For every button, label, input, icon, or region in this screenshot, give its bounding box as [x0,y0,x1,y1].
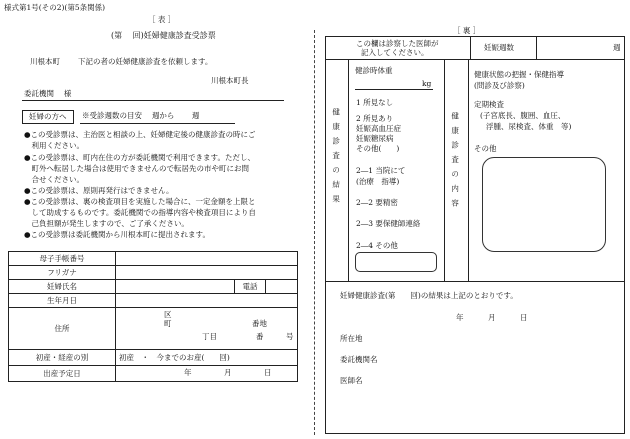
parity-value[interactable]: 初産 ・ 今までのお産( 回) [116,350,298,366]
note-line: ●この受診票は、裏の検査項目を実施した場合に、一定金額を上限と [24,197,256,206]
parity-label: 初産・経産の別 [9,350,116,366]
result-bottom-line [325,281,625,282]
table-row [9,350,298,366]
recipient-underline [22,100,284,101]
addr-banchi: 番地 [252,319,267,328]
registration-table [8,251,298,382]
week-guide: ※受診週数の目安 週から 週 [82,111,200,120]
result-2-1[interactable]: 2―1 当院にて [356,166,406,175]
mayor-label: 川根本町長 [211,76,249,85]
weeks-divider-2 [536,36,537,59]
result-2-4[interactable]: 2―4 その他 [356,241,398,250]
due-year: 年 [184,368,192,377]
other-content-bracket[interactable] [482,157,606,252]
result-vertical-label: 健康診査の結果 [331,108,341,210]
dob-field[interactable] [116,294,298,308]
weeks-unit: 週 [613,43,621,52]
content-other: その他 [474,144,497,153]
due-month: 月 [224,368,232,377]
weight-label: 健診時体重 [355,66,393,75]
weight-unit: kg [422,79,432,88]
request-text: 下記の者の妊婦健康診査を依頼します。 [78,57,213,66]
pregnant-label-box [22,110,74,124]
result-none[interactable]: 1 所見なし [356,98,394,107]
weeks-label: 妊娠週数 [484,43,514,52]
result-2-2[interactable]: 2―2 要精密 [356,198,398,207]
recipient-label: 委託機関 様 [24,89,72,98]
table-row [9,266,298,280]
note-line: ●この受診票は、町内在住の方が委託機関で利用できます。ただし、 [24,153,255,162]
booklet-no-label: 母子手帳番号 [9,252,116,266]
confirm-month: 月 [488,313,496,322]
phone-field[interactable] [266,280,298,294]
content-regular-a: (子宮底長、腹囲、血圧、 [480,111,566,120]
note-line: 合せください。 [24,175,84,184]
addr-machi: 町 [164,319,172,328]
header-bottom-line [325,59,625,60]
phone-label: 電話 [235,280,266,294]
note-line: 己負担額が発生しますので、ご了承ください。 [24,219,189,228]
addr-ban: 番 [256,332,264,341]
table-row [9,280,298,294]
form-title: (第 回)妊婦健康診査受診票 [111,31,216,40]
table-row [9,252,298,266]
content-regular: 定期検査 [474,100,504,109]
content-regular-b: 浮腫、尿検査、体重 等) [486,122,572,131]
result-findings[interactable]: 2 所見あり [356,114,394,123]
town-name: 川根本町 [30,57,60,66]
addr-ku: 区 [164,310,172,319]
due-day: 日 [264,368,272,377]
doctor-name-label: 医師名 [340,376,363,385]
addr-chome: 丁目 [202,332,217,341]
weight-underline[interactable] [355,89,433,90]
note-line: して助成するものです。委託機関での指導内容や検査項目により自 [24,208,256,217]
note-line: 町外へ転居した場合は使用できませんので転居先の市や町にお問 [24,164,249,173]
other-result-bracket[interactable] [355,252,437,272]
form-number: 様式第1号(その2)(第5条関係) [4,3,106,12]
center-column-line [444,59,445,281]
guide-underline [80,123,235,124]
weeks-divider [470,36,471,59]
name-field[interactable] [116,280,235,294]
furigana-field[interactable] [116,266,298,280]
fold-line [314,30,315,435]
content-health: 健康状態の把握・保健指導 [474,70,564,79]
confirm-year: 年 [456,313,464,322]
note-line: ●この受診票は委託機関から川根本町に提出されます。 [24,230,210,239]
content-health-detail: (問診及び診察) [474,81,525,90]
back-side-label: ［ 裏 ］ [453,26,481,35]
front-side-label: ［ 表 ］ [148,15,176,24]
org-name-label: 委託機関名 [340,355,378,364]
note-line: ●この受診票は、主治医と相談の上、妊婦健定後の健康診査の時にご [24,130,256,139]
address-field[interactable] [116,308,298,350]
confirm-day: 日 [520,313,528,322]
table-row [9,308,298,350]
due-date-field[interactable] [116,366,298,382]
result-hypertension[interactable]: 妊娠高血圧症 [356,124,401,133]
confirmation-text: 妊婦健康診査(第 回)の結果は上記のとおりです。 [340,291,518,300]
content-column-line [468,59,469,281]
pregnant-label: 妊婦の方へ [29,112,67,121]
result-2-3[interactable]: 2―3 要保健師連絡 [356,219,421,228]
note-line: ●この受診票は、原則再発行はできません。 [24,186,174,195]
address-label: 住所 [9,308,116,350]
booklet-no-field[interactable] [116,252,298,266]
table-row [9,366,298,382]
doctor-note-2: 記入してください。 [361,48,429,57]
result-diabetes[interactable]: 妊娠糖尿病 [356,134,394,143]
address-place-label: 所在地 [340,334,363,343]
dob-label: 生年月日 [9,294,116,308]
table-row [9,294,298,308]
result-other[interactable]: その他( ) [356,144,400,153]
content-vertical-label: 健康診査の内容 [450,112,460,214]
doctor-note: この欄は診察した医師が [356,39,439,48]
furigana-label: フリガナ [9,266,116,280]
note-line: 利用ください。 [24,141,84,150]
name-label: 妊婦氏名 [9,280,116,294]
due-date-label: 出産予定日 [9,366,116,382]
result-column-line [348,59,349,281]
addr-go: 号 [286,332,294,341]
result-2-1-detail[interactable]: (治療 指導) [356,177,400,186]
